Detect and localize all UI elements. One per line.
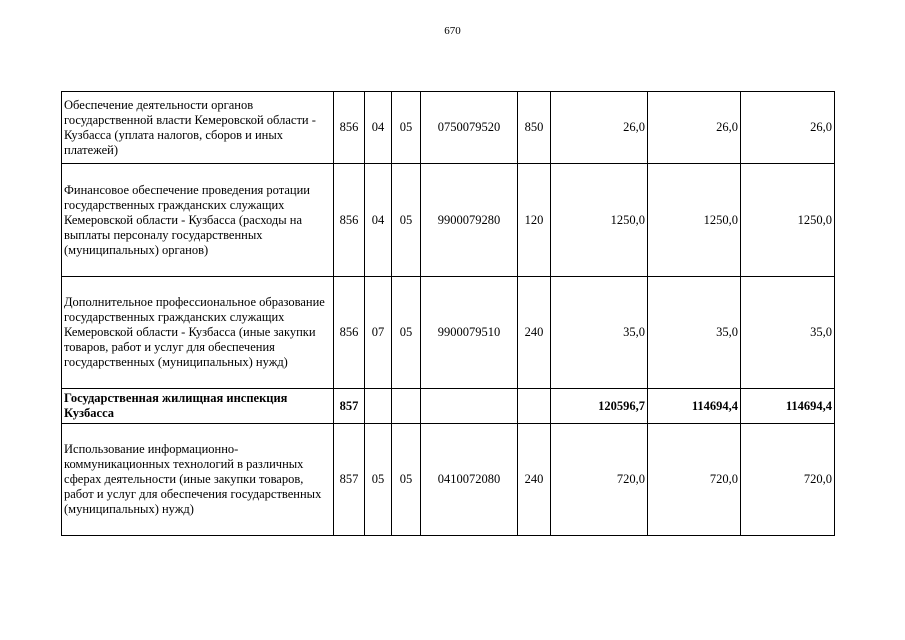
expense-type-code: 850	[518, 92, 551, 164]
amount-year-2: 35,0	[648, 277, 741, 389]
section-code	[365, 389, 392, 424]
target-article-code	[421, 389, 518, 424]
target-article-code: 0750079520	[421, 92, 518, 164]
ministry-code: 857	[334, 389, 365, 424]
amount-year-2: 26,0	[648, 92, 741, 164]
expense-type-code: 120	[518, 164, 551, 277]
table-row	[62, 424, 835, 536]
amount-year-1: 35,0	[551, 277, 648, 389]
amount-year-1: 120596,7	[551, 389, 648, 424]
table-row	[62, 277, 835, 389]
amount-year-2: 720,0	[648, 424, 741, 536]
table-row	[62, 92, 835, 164]
amount-year-1: 720,0	[551, 424, 648, 536]
amount-year-2: 114694,4	[648, 389, 741, 424]
subsection-code: 05	[392, 164, 421, 277]
table-row	[62, 164, 835, 277]
subsection-code	[392, 389, 421, 424]
page-number: 670	[444, 25, 461, 37]
ministry-code: 856	[334, 164, 365, 277]
amount-year-1: 1250,0	[551, 164, 648, 277]
row-description: Дополнительное профессиональное образование государственных гражданских служащих Кемеровской области - Кузбасса (иные закупки товаров, работ и услуг для обеспечения государственных (муниципальных) нужд)	[62, 277, 334, 389]
section-code: 05	[365, 424, 392, 536]
ministry-code: 856	[334, 92, 365, 164]
amount-year-3: 114694,4	[741, 389, 835, 424]
amount-year-3: 720,0	[741, 424, 835, 536]
budget-table	[61, 91, 835, 536]
section-code: 04	[365, 164, 392, 277]
row-description: Использование информационно-коммуникационных технологий в различных сферах деятельности (иные закупки товаров, работ и услуг для обеспечения государственных (муниципальных) нужд)	[62, 424, 334, 536]
subsection-code: 05	[392, 424, 421, 536]
ministry-code: 856	[334, 277, 365, 389]
ministry-code: 857	[334, 424, 365, 536]
subsection-code: 05	[392, 92, 421, 164]
target-article-code: 9900079510	[421, 277, 518, 389]
section-code: 04	[365, 92, 392, 164]
section-code: 07	[365, 277, 392, 389]
amount-year-3: 1250,0	[741, 164, 835, 277]
row-description: Обеспечение деятельности органов государственной власти Кемеровской области - Кузбасса (уплата налогов, сборов и иных платежей)	[62, 92, 334, 164]
amount-year-1: 26,0	[551, 92, 648, 164]
expense-type-code: 240	[518, 277, 551, 389]
amount-year-3: 35,0	[741, 277, 835, 389]
subsection-code: 05	[392, 277, 421, 389]
expense-type-code: 240	[518, 424, 551, 536]
amount-year-2: 1250,0	[648, 164, 741, 277]
row-description: Государственная жилищная инспекция Кузбасса	[62, 389, 334, 424]
target-article-code: 0410072080	[421, 424, 518, 536]
table-row-total	[62, 389, 835, 424]
expense-type-code	[518, 389, 551, 424]
target-article-code: 9900079280	[421, 164, 518, 277]
amount-year-3: 26,0	[741, 92, 835, 164]
row-description: Финансовое обеспечение проведения ротации государственных гражданских служащих Кемеровской области - Кузбасса (расходы на выплаты персоналу государственных (муниципальных) органов)	[62, 164, 334, 277]
